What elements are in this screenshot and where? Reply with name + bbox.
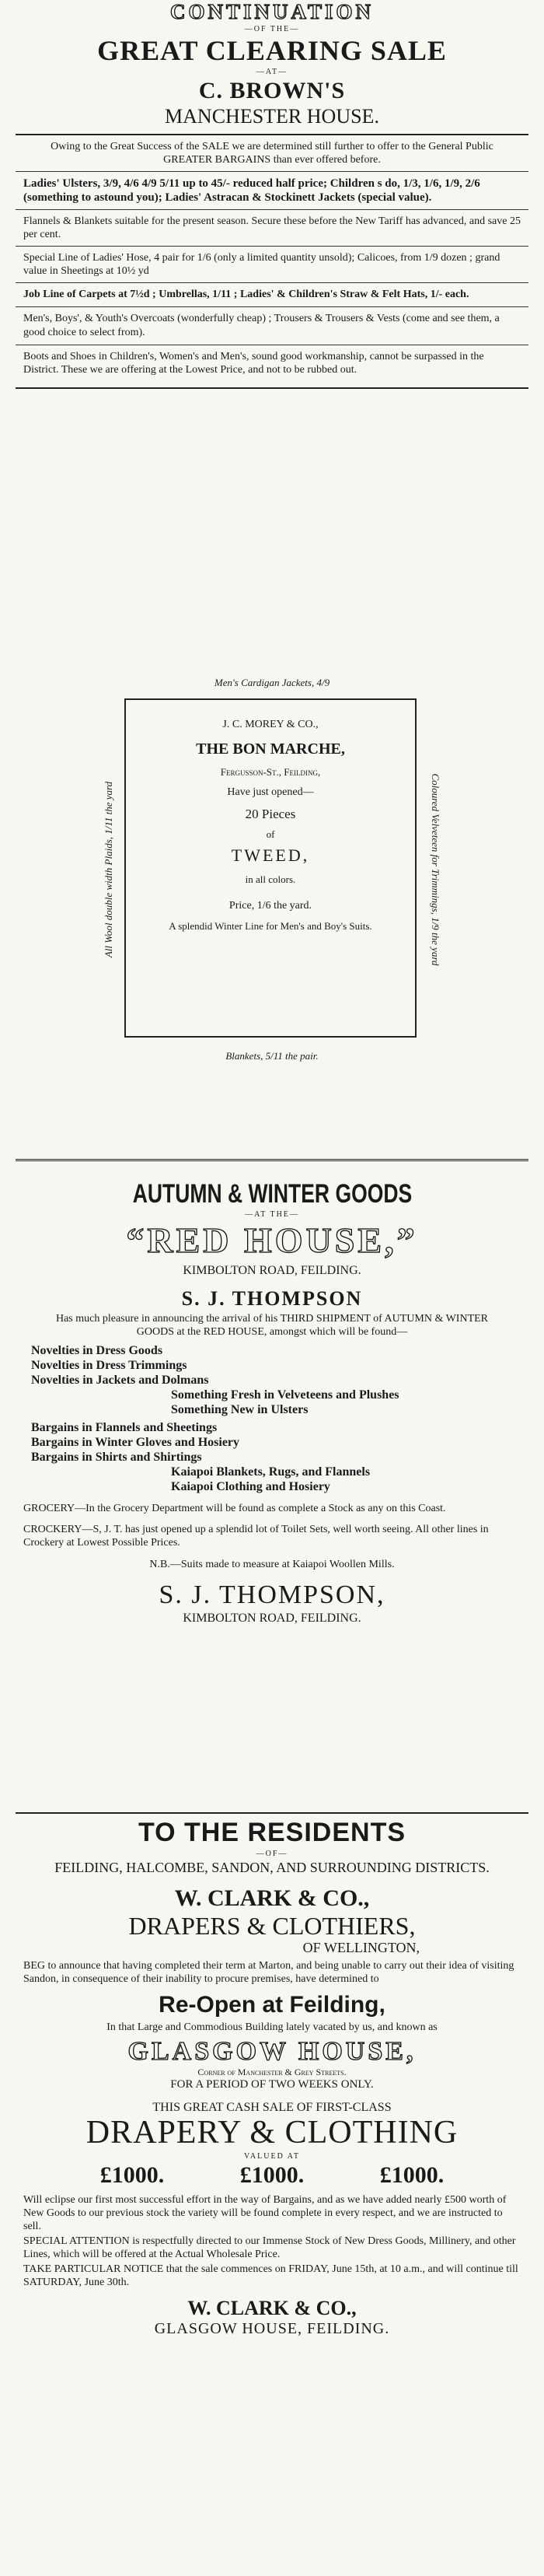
districts-text: FEILDING, HALCOMBE, SANDON, AND SURROUNDING DISTRICTS.: [54, 1860, 490, 1875]
price-text: Price, 1/6 the yard.: [228, 900, 312, 912]
novelties-item: Novelties in Dress Goods: [31, 1344, 163, 1357]
drapery-clothing-title: DRAPERY & CLOTHING: [85, 2115, 459, 2151]
amount-2: £1000.: [239, 2162, 305, 2188]
something-item: Something New in Ulsters: [171, 1403, 309, 1416]
corner-text: Corner of Manchester & Grey Streets.: [197, 2067, 347, 2077]
grocery-paragraph: GROCERY—In the Grocery Department will be found as complete a Stock as any on this Coast.: [23, 1503, 446, 1514]
something-item: Something Fresh in Velveteens and Plushes: [171, 1388, 399, 1402]
clark-heading: W. CLARK & CO.,: [174, 1885, 370, 1911]
of-the-label: —OF THE—: [244, 25, 300, 33]
flannels-paragraph: Flannels & Blankets suitable for the present season. Secure these before the New Tariff has advanced, and save 25 per cent.: [23, 215, 521, 240]
amount-1: £1000.: [99, 2162, 165, 2188]
period-text: FOR A PERIOD OF TWO WEEKS ONLY.: [170, 2078, 374, 2091]
of-text: of: [266, 828, 275, 840]
of-wellington: OF WELLINGTON,: [302, 1940, 420, 1955]
nb-paragraph: N.B.—Suits made to measure at Kaiapoi Woollen Mills.: [149, 1559, 395, 1570]
glasgow-house-advertisement: [16, 1817, 528, 2338]
valued-at-label: VALUED AT: [244, 2152, 300, 2161]
special-attention-paragraph: SPECIAL ATTENTION is respectfully directed to our Immense Stock of New Dress Goods, Millinery, and other Lines, which will be offered at the Actual Wholesale Price.: [23, 2235, 516, 2260]
at-label: —AT—: [256, 68, 288, 76]
amount-3: £1000.: [379, 2162, 445, 2188]
thompson-signature-address: KIMBOLTON ROAD, FEILDING.: [183, 1612, 361, 1625]
red-house-address: KIMBOLTON ROAD, FEILDING.: [183, 1264, 361, 1277]
kaiapoi-item: Kaiapoi Clothing and Hosiery: [171, 1480, 330, 1493]
cardigan-text: Men's Cardigan Jackets, 4/9: [214, 677, 330, 688]
pieces-count: 20 Pieces: [245, 807, 296, 821]
store-house: MANCHESTER HOUSE.: [165, 105, 379, 128]
glasgow-house-title: GLASGOW HOUSE,: [127, 2037, 417, 2066]
autumn-winter-title: AUTUMN & WINTER GOODS: [132, 1179, 412, 1209]
bon-marche-address: Fergusson-St., Feilding,: [220, 766, 321, 778]
drapers-clothiers: DRAPERS & CLOTHIERS,: [128, 1912, 416, 1940]
amount-row: [16, 2162, 528, 2189]
bon-marche-title: THE BON MARCHE,: [196, 740, 345, 758]
continuation-heading: CONTINUATION: [169, 0, 375, 23]
overcoats-paragraph: Men's, Boys', & Youth's Overcoats (wonderfully cheap) ; Trousers & Trousers & Vests (come and see them, a good choice to select from).: [23, 313, 500, 338]
crockery-paragraph: CROCKERY—S, J. T. has just opened up a splendid lot of Toilet Sets, well worth seeing. All other lines in Crockery at Lowest Possible Prices.: [23, 1524, 489, 1549]
bon-marche-box: [124, 698, 417, 1038]
kaiapoi-list: [16, 1465, 528, 1494]
bargains-item: Bargains in Shirts and Shirtings: [31, 1451, 202, 1464]
clark-signature-address: GLASGOW HOUSE, FEILDING.: [154, 2320, 390, 2337]
tweed-title: TWEED,: [231, 845, 310, 865]
reopen-heading: Re-Open at Feilding,: [159, 1992, 385, 2018]
of-label: —OF—: [256, 1850, 288, 1858]
boots-paragraph: Boots and Shoes in Children's, Women's and Men's, sound good workmanship, cannot be surpassed in the District. These we are offering at the Lowest Price, and not to be rubbed out.: [23, 351, 484, 376]
bon-marche-advertisement: [62, 646, 482, 1081]
hose-paragraph: Special Line of Ladies' Hose, 4 pair for 1/6 (only a limited quantity unsold); Calicoes, from 1/9 dozen ; grand value in Sheetings at 10½ yd: [23, 252, 500, 277]
brown-advertisement: [16, 0, 528, 389]
ulsters-paragraph: Ladies' Ulsters, 3/9, 4/6 4/9 5/11 up to 45/- reduced half price; Children s do, 1/3, 1/6, 1/9, 2/6 (something to astound you); Ladies' Astracan & Stockinett Jackets (special value).: [23, 177, 480, 204]
building-text: In that Large and Commodious Building lately vacated by us, and known as: [106, 2021, 438, 2033]
at-the-label: —AT THE—: [245, 1210, 299, 1219]
thompson-signature: S. J. THOMPSON,: [159, 1580, 385, 1609]
winter-line-text: A splendid Winter Line for Men's and Boy's Suits.: [169, 920, 372, 932]
blankets-text: Blankets, 5/11 the pair.: [225, 1050, 319, 1062]
shipment-announcement: Has much pleasure in announcing the arrival of his THIRD SHIPMENT of AUTUMN & WINTER GOODS at the RED HOUSE, amongst which will be found—: [55, 1313, 489, 1338]
plaids-text: All Wool double width Plaids, 1/11 the yard: [103, 781, 114, 958]
clark-signature: W. CLARK & CO.,: [187, 2297, 357, 2319]
eclipse-paragraph: Will eclipse our first most successful effort in the way of Bargains, and as we have added nearly £500 worth of New Goods to our previous stock the variety will be found complete in every respect, and we are instructed to sell.: [23, 2194, 507, 2232]
velveteen-text: Coloured Velveteen for Trimmings, 1/9 the yard: [430, 773, 441, 966]
notice-paragraph: TAKE PARTICULAR NOTICE that the sale commences on FRIDAY, June 15th, at 10 a.m., and will continue till SATURDAY, June 30th.: [23, 2263, 518, 2288]
store-name: C. BROWN'S: [198, 78, 346, 103]
bargains-item: Bargains in Flannels and Sheetings: [31, 1421, 218, 1434]
bargains-item: Bargains in Winter Gloves and Hosiery: [31, 1436, 240, 1449]
sale-title: GREAT CLEARING SALE: [97, 35, 447, 66]
bargains-list: [16, 1420, 528, 1465]
something-list: [16, 1388, 528, 1417]
red-house-advertisement: [16, 1167, 528, 1626]
intro-paragraph: Owing to the Great Success of the SALE we are determined still further to offer to the General Public GREATER BARGAINS than ever offered before.: [51, 141, 493, 166]
kaiapoi-item: Kaiapoi Blankets, Rugs, and Flannels: [171, 1465, 371, 1479]
residents-title: TO THE RESIDENTS: [138, 1818, 406, 1847]
thompson-heading: S. J. THOMPSON: [181, 1287, 363, 1310]
novelties-item: Novelties in Jackets and Dolmans: [31, 1374, 209, 1387]
cash-sale-text: THIS GREAT CASH SALE OF FIRST-CLASS: [152, 2101, 392, 2114]
beg-paragraph: BEG to announce that having completed their term at Marton, and being unable to carry out their idea of visiting Sandon, in consequence of their inability to procure premises, have determined to: [23, 1960, 514, 1985]
novelties-item: Novelties in Dress Trimmings: [31, 1359, 187, 1372]
firm-name: J. C. MOREY & CO.,: [222, 719, 319, 730]
carpets-paragraph: Job Line of Carpets at 7½d ; Umbrellas, 1/11 ; Ladies' & Children's Straw & Felt Hats, 1/- each.: [23, 289, 469, 300]
novelties-list: [16, 1343, 528, 1388]
colors-text: in all colors.: [245, 873, 296, 885]
red-house-title: “RED HOUSE,”: [126, 1220, 418, 1260]
just-opened: Have just opened—: [227, 786, 314, 798]
